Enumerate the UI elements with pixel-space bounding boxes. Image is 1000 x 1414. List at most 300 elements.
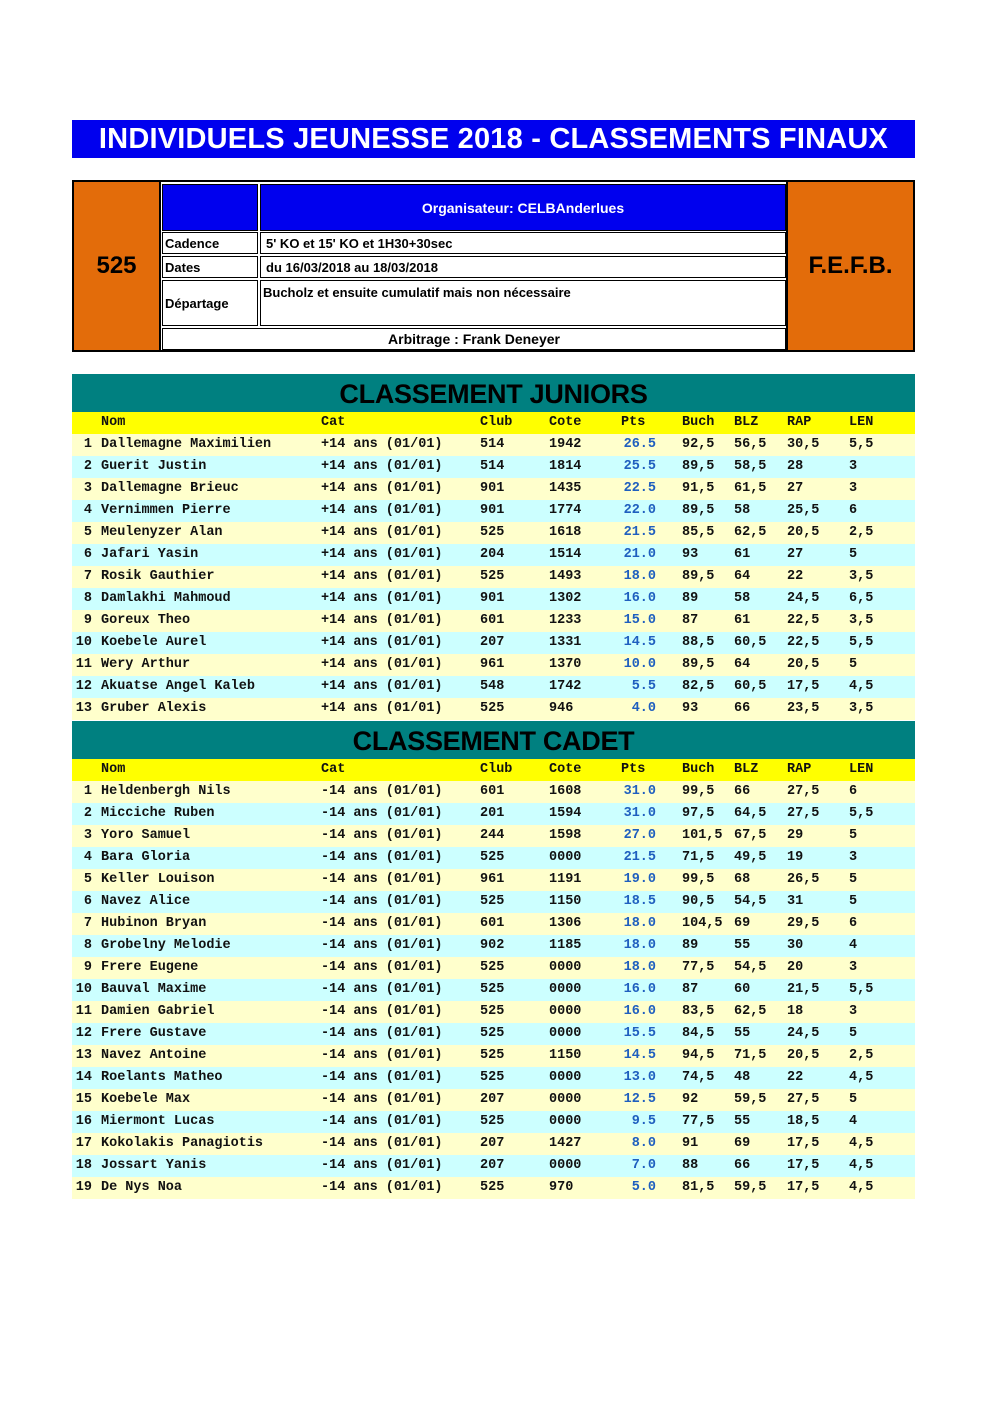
- federation: F.E.F.B.: [786, 182, 913, 350]
- rating-cell: 1427: [549, 1136, 582, 1151]
- blz-cell: 64,5: [734, 806, 767, 821]
- club-cell: 901: [480, 503, 505, 518]
- rating-cell: 970: [549, 1180, 574, 1195]
- buchholz-cell: 89,5: [682, 503, 715, 518]
- buchholz-cell: 93: [682, 701, 699, 716]
- rap-cell: 19: [787, 850, 804, 865]
- rank-cell: 4: [83, 503, 92, 518]
- buchholz-cell: 101,5: [682, 828, 723, 843]
- buchholz-cell: 92,5: [682, 437, 715, 452]
- name-cell: Dallemagne Maximilien: [101, 437, 272, 452]
- len-cell: 5: [849, 828, 858, 843]
- rating-cell: 1618: [549, 525, 582, 540]
- table-row: [72, 434, 915, 456]
- points-cell: 18.0: [623, 960, 656, 975]
- len-cell: 3,5: [849, 613, 874, 628]
- page-title: INDIVIDUELS JEUNESSE 2018 - CLASSEMENTS FINAUX: [72, 120, 915, 158]
- table-row: [72, 957, 915, 979]
- table-row: [72, 935, 915, 957]
- col-pts: Pts: [621, 762, 646, 777]
- rank-cell: 2: [83, 806, 92, 821]
- len-cell: 3: [849, 459, 858, 474]
- category-cell: -14 ans (01/01): [321, 1070, 443, 1085]
- rating-cell: 0000: [549, 982, 582, 997]
- name-cell: Kokolakis Panagiotis: [101, 1136, 264, 1151]
- rap-cell: 17,5: [787, 1180, 820, 1195]
- blz-cell: 55: [734, 1026, 751, 1041]
- len-cell: 5: [849, 1092, 858, 1107]
- name-cell: Bauval Maxime: [101, 982, 207, 997]
- buchholz-cell: 89,5: [682, 569, 715, 584]
- rank-cell: 6: [83, 547, 92, 562]
- col-nom: Nom: [101, 415, 126, 430]
- club-cell: 525: [480, 982, 505, 997]
- category-cell: +14 ans (01/01): [321, 547, 443, 562]
- name-cell: Rosik Gauthier: [101, 569, 215, 584]
- blz-cell: 55: [734, 938, 751, 953]
- cadet-section: [72, 721, 915, 1199]
- club-cell: 601: [480, 784, 505, 799]
- club-cell: 514: [480, 437, 505, 452]
- club-cell: 514: [480, 459, 505, 474]
- rank-cell: 9: [83, 613, 92, 628]
- rank-cell: 3: [83, 828, 92, 843]
- table-row: [72, 979, 915, 1001]
- col-nom: Nom: [101, 762, 126, 777]
- rank-cell: 3: [83, 481, 92, 496]
- club-cell: 961: [480, 657, 505, 672]
- points-cell: 18.0: [623, 916, 656, 931]
- club-cell: 525: [480, 1048, 505, 1063]
- points-cell: 22.5: [623, 481, 656, 496]
- rating-cell: 0000: [549, 1026, 582, 1041]
- table-row: [72, 1177, 915, 1199]
- blz-cell: 62,5: [734, 1004, 767, 1019]
- points-cell: 18.0: [623, 569, 656, 584]
- len-cell: 4: [849, 938, 858, 953]
- blz-cell: 60,5: [734, 635, 767, 650]
- len-cell: 4: [849, 1114, 858, 1129]
- points-cell: 5.0: [631, 1180, 656, 1195]
- table-row: [72, 588, 915, 610]
- rank-cell: 5: [83, 872, 92, 887]
- len-cell: 4,5: [849, 1136, 874, 1151]
- category-cell: -14 ans (01/01): [321, 894, 443, 909]
- len-cell: 5: [849, 1026, 858, 1041]
- rap-cell: 26,5: [787, 872, 820, 887]
- buchholz-cell: 104,5: [682, 916, 723, 931]
- rating-cell: 0000: [549, 1004, 582, 1019]
- name-cell: Frere Eugene: [101, 960, 199, 975]
- name-cell: Grobelny Melodie: [101, 938, 231, 953]
- name-cell: Jafari Yasin: [101, 547, 199, 562]
- table-row: [72, 654, 915, 676]
- rap-cell: 22,5: [787, 613, 820, 628]
- table-row: [72, 781, 915, 803]
- points-cell: 14.5: [623, 635, 656, 650]
- buchholz-cell: 77,5: [682, 960, 715, 975]
- table-row: [72, 1001, 915, 1023]
- rap-cell: 20,5: [787, 525, 820, 540]
- tournament-info: [72, 180, 915, 352]
- rating-cell: 1370: [549, 657, 582, 672]
- len-cell: 6,5: [849, 591, 874, 606]
- table-row: [72, 1111, 915, 1133]
- rating-cell: 0000: [549, 1114, 582, 1129]
- category-cell: -14 ans (01/01): [321, 784, 443, 799]
- rap-cell: 27: [787, 481, 804, 496]
- rap-cell: 27,5: [787, 1092, 820, 1107]
- len-cell: 2,5: [849, 525, 874, 540]
- category-cell: -14 ans (01/01): [321, 828, 443, 843]
- rank-cell: 2: [83, 459, 92, 474]
- club-cell: 525: [480, 1004, 505, 1019]
- rank-cell: 16: [75, 1114, 92, 1129]
- rating-cell: 1594: [549, 806, 582, 821]
- club-cell: 207: [480, 1092, 505, 1107]
- points-cell: 25.5: [623, 459, 656, 474]
- buchholz-cell: 74,5: [682, 1070, 715, 1085]
- rank-cell: 8: [83, 938, 92, 953]
- rap-cell: 20,5: [787, 1048, 820, 1063]
- departage-value: Bucholz et ensuite cumulatif mais non nécessaire: [260, 280, 786, 326]
- buchholz-cell: 97,5: [682, 806, 715, 821]
- points-cell: 4.0: [631, 701, 656, 716]
- rap-cell: 18,5: [787, 1114, 820, 1129]
- len-cell: 5: [849, 872, 858, 887]
- category-cell: +14 ans (01/01): [321, 481, 443, 496]
- rap-cell: 21,5: [787, 982, 820, 997]
- blz-cell: 58,5: [734, 459, 767, 474]
- table-row: [72, 500, 915, 522]
- table-row: [72, 610, 915, 632]
- buchholz-cell: 99,5: [682, 872, 715, 887]
- len-cell: 2,5: [849, 1048, 874, 1063]
- category-cell: +14 ans (01/01): [321, 591, 443, 606]
- rating-cell: 1942: [549, 437, 582, 452]
- points-cell: 21.5: [623, 850, 656, 865]
- len-cell: 4,5: [849, 1180, 874, 1195]
- cadet-title: CLASSEMENT CADET: [72, 721, 915, 759]
- points-cell: 19.0: [623, 872, 656, 887]
- len-cell: 5: [849, 894, 858, 909]
- name-cell: Jossart Yanis: [101, 1158, 207, 1173]
- info-header-spacer: [162, 184, 258, 231]
- arbitrage: Arbitrage : Frank Deneyer: [162, 328, 786, 350]
- rank-cell: 8: [83, 591, 92, 606]
- rank-cell: 12: [75, 679, 92, 694]
- rap-cell: 24,5: [787, 591, 820, 606]
- rank-cell: 11: [75, 1004, 92, 1019]
- blz-cell: 64: [734, 657, 751, 672]
- rap-cell: 30: [787, 938, 804, 953]
- name-cell: Micciche Ruben: [101, 806, 215, 821]
- points-cell: 27.0: [623, 828, 656, 843]
- buchholz-cell: 94,5: [682, 1048, 715, 1063]
- rank-cell: 7: [83, 916, 92, 931]
- len-cell: 4,5: [849, 1158, 874, 1173]
- rap-cell: 29: [787, 828, 804, 843]
- col-buch: Buch: [682, 415, 715, 430]
- rating-cell: 1774: [549, 503, 582, 518]
- buchholz-cell: 85,5: [682, 525, 715, 540]
- table-row: [72, 913, 915, 935]
- rap-cell: 24,5: [787, 1026, 820, 1041]
- buchholz-cell: 89,5: [682, 459, 715, 474]
- name-cell: Navez Alice: [101, 894, 191, 909]
- departage-label: Départage: [162, 280, 258, 326]
- juniors-section: [72, 374, 915, 720]
- table-row: [72, 522, 915, 544]
- club-cell: 901: [480, 481, 505, 496]
- len-cell: 3: [849, 850, 858, 865]
- rating-cell: 1742: [549, 679, 582, 694]
- rating-cell: 1598: [549, 828, 582, 843]
- blz-cell: 54,5: [734, 960, 767, 975]
- category-cell: -14 ans (01/01): [321, 872, 443, 887]
- buchholz-cell: 91,5: [682, 481, 715, 496]
- table-row: [72, 869, 915, 891]
- rap-cell: 20,5: [787, 657, 820, 672]
- category-cell: -14 ans (01/01): [321, 1026, 443, 1041]
- table-row: [72, 456, 915, 478]
- blz-cell: 59,5: [734, 1180, 767, 1195]
- club-cell: 525: [480, 960, 505, 975]
- club-cell: 525: [480, 1180, 505, 1195]
- club-cell: 525: [480, 1070, 505, 1085]
- table-row: [72, 825, 915, 847]
- category-cell: -14 ans (01/01): [321, 960, 443, 975]
- rap-cell: 27,5: [787, 806, 820, 821]
- points-cell: 7.0: [631, 1158, 656, 1173]
- rank-cell: 1: [83, 784, 92, 799]
- blz-cell: 48: [734, 1070, 751, 1085]
- cadet-table-header: [72, 759, 915, 781]
- name-cell: De Nys Noa: [101, 1180, 183, 1195]
- name-cell: Heldenbergh Nils: [101, 784, 231, 799]
- name-cell: Bara Gloria: [101, 850, 191, 865]
- rating-cell: 0000: [549, 1092, 582, 1107]
- points-cell: 21.0: [623, 547, 656, 562]
- table-row: [72, 891, 915, 913]
- rank-cell: 13: [75, 701, 92, 716]
- points-cell: 10.0: [623, 657, 656, 672]
- col-pts: Pts: [621, 415, 646, 430]
- buchholz-cell: 90,5: [682, 894, 715, 909]
- blz-cell: 58: [734, 503, 751, 518]
- name-cell: Meulenyzer Alan: [101, 525, 223, 540]
- category-cell: -14 ans (01/01): [321, 1136, 443, 1151]
- rap-cell: 30,5: [787, 437, 820, 452]
- blz-cell: 66: [734, 784, 751, 799]
- category-cell: -14 ans (01/01): [321, 938, 443, 953]
- rating-cell: 1493: [549, 569, 582, 584]
- club-cell: 207: [480, 1158, 505, 1173]
- name-cell: Yoro Samuel: [101, 828, 191, 843]
- points-cell: 31.0: [623, 806, 656, 821]
- buchholz-cell: 88,5: [682, 635, 715, 650]
- juniors-table-body: [72, 434, 915, 720]
- name-cell: Akuatse Angel Kaleb: [101, 679, 255, 694]
- rap-cell: 27: [787, 547, 804, 562]
- buchholz-cell: 87: [682, 982, 699, 997]
- len-cell: 5,5: [849, 982, 874, 997]
- club-cell: 902: [480, 938, 505, 953]
- blz-cell: 71,5: [734, 1048, 767, 1063]
- blz-cell: 62,5: [734, 525, 767, 540]
- col-len: LEN: [849, 762, 874, 777]
- rating-cell: 0000: [549, 1158, 582, 1173]
- category-cell: +14 ans (01/01): [321, 657, 443, 672]
- blz-cell: 66: [734, 701, 751, 716]
- rating-cell: 1331: [549, 635, 582, 650]
- category-cell: +14 ans (01/01): [321, 569, 443, 584]
- buchholz-cell: 89: [682, 591, 699, 606]
- table-row: [72, 1155, 915, 1177]
- category-cell: +14 ans (01/01): [321, 503, 443, 518]
- tournament-number: 525: [74, 182, 161, 350]
- rating-cell: 0000: [549, 960, 582, 975]
- points-cell: 21.5: [623, 525, 656, 540]
- table-row: [72, 566, 915, 588]
- col-club: Club: [480, 762, 513, 777]
- rap-cell: 17,5: [787, 1158, 820, 1173]
- len-cell: 3,5: [849, 701, 874, 716]
- rating-cell: 1150: [549, 1048, 582, 1063]
- blz-cell: 68: [734, 872, 751, 887]
- table-row: [72, 803, 915, 825]
- rating-cell: 0000: [549, 1070, 582, 1085]
- club-cell: 525: [480, 894, 505, 909]
- name-cell: Koebele Max: [101, 1092, 191, 1107]
- rating-cell: 1514: [549, 547, 582, 562]
- name-cell: Damien Gabriel: [101, 1004, 215, 1019]
- rank-cell: 7: [83, 569, 92, 584]
- len-cell: 5: [849, 547, 858, 562]
- blz-cell: 61: [734, 613, 751, 628]
- blz-cell: 49,5: [734, 850, 767, 865]
- name-cell: Guerit Justin: [101, 459, 207, 474]
- club-cell: 525: [480, 850, 505, 865]
- name-cell: Miermont Lucas: [101, 1114, 215, 1129]
- blz-cell: 54,5: [734, 894, 767, 909]
- blz-cell: 61: [734, 547, 751, 562]
- col-rap: RAP: [787, 415, 812, 430]
- buchholz-cell: 87: [682, 613, 699, 628]
- table-row: [72, 1133, 915, 1155]
- category-cell: +14 ans (01/01): [321, 679, 443, 694]
- buchholz-cell: 84,5: [682, 1026, 715, 1041]
- col-cat: Cat: [321, 762, 346, 777]
- buchholz-cell: 89,5: [682, 657, 715, 672]
- category-cell: +14 ans (01/01): [321, 635, 443, 650]
- table-row: [72, 544, 915, 566]
- category-cell: -14 ans (01/01): [321, 1180, 443, 1195]
- name-cell: Keller Louison: [101, 872, 215, 887]
- club-cell: 207: [480, 1136, 505, 1151]
- rating-cell: 946: [549, 701, 574, 716]
- juniors-title: CLASSEMENT JUNIORS: [72, 374, 915, 412]
- points-cell: 8.0: [631, 1136, 656, 1151]
- club-cell: 525: [480, 1114, 505, 1129]
- buchholz-cell: 93: [682, 547, 699, 562]
- col-club: Club: [480, 415, 513, 430]
- cadence-label: Cadence: [162, 232, 258, 254]
- points-cell: 9.5: [631, 1114, 656, 1129]
- points-cell: 16.0: [623, 982, 656, 997]
- club-cell: 901: [480, 591, 505, 606]
- len-cell: 6: [849, 916, 858, 931]
- name-cell: Frere Gustave: [101, 1026, 207, 1041]
- points-cell: 14.5: [623, 1048, 656, 1063]
- club-cell: 244: [480, 828, 505, 843]
- juniors-table-header: [72, 412, 915, 434]
- blz-cell: 61,5: [734, 481, 767, 496]
- points-cell: 15.5: [623, 1026, 656, 1041]
- table-row: [72, 632, 915, 654]
- blz-cell: 69: [734, 1136, 751, 1151]
- len-cell: 5: [849, 657, 858, 672]
- table-row: [72, 1089, 915, 1111]
- points-cell: 12.5: [623, 1092, 656, 1107]
- rap-cell: 22: [787, 569, 804, 584]
- col-cat: Cat: [321, 415, 346, 430]
- col-rap: RAP: [787, 762, 812, 777]
- rank-cell: 10: [75, 982, 92, 997]
- col-blz: BLZ: [734, 762, 759, 777]
- len-cell: 3: [849, 1004, 858, 1019]
- buchholz-cell: 89: [682, 938, 699, 953]
- rating-cell: 1608: [549, 784, 582, 799]
- rating-cell: 1435: [549, 481, 582, 496]
- club-cell: 548: [480, 679, 505, 694]
- points-cell: 16.0: [623, 1004, 656, 1019]
- name-cell: Roelants Matheo: [101, 1070, 223, 1085]
- rap-cell: 20: [787, 960, 804, 975]
- name-cell: Wery Arthur: [101, 657, 191, 672]
- rap-cell: 31: [787, 894, 804, 909]
- club-cell: 525: [480, 569, 505, 584]
- points-cell: 13.0: [623, 1070, 656, 1085]
- blz-cell: 69: [734, 916, 751, 931]
- buchholz-cell: 81,5: [682, 1180, 715, 1195]
- category-cell: +14 ans (01/01): [321, 701, 443, 716]
- rap-cell: 17,5: [787, 679, 820, 694]
- category-cell: -14 ans (01/01): [321, 1092, 443, 1107]
- table-row: [72, 1045, 915, 1067]
- buchholz-cell: 71,5: [682, 850, 715, 865]
- rating-cell: 0000: [549, 850, 582, 865]
- table-row: [72, 1067, 915, 1089]
- points-cell: 16.0: [623, 591, 656, 606]
- category-cell: -14 ans (01/01): [321, 1158, 443, 1173]
- rank-cell: 19: [75, 1180, 92, 1195]
- rap-cell: 25,5: [787, 503, 820, 518]
- club-cell: 601: [480, 613, 505, 628]
- points-cell: 31.0: [623, 784, 656, 799]
- rating-cell: 1191: [549, 872, 582, 887]
- name-cell: Koebele Aurel: [101, 635, 207, 650]
- rank-cell: 12: [75, 1026, 92, 1041]
- category-cell: -14 ans (01/01): [321, 1048, 443, 1063]
- rank-cell: 9: [83, 960, 92, 975]
- table-row: [72, 676, 915, 698]
- rank-cell: 13: [75, 1048, 92, 1063]
- rating-cell: 1302: [549, 591, 582, 606]
- blz-cell: 64: [734, 569, 751, 584]
- buchholz-cell: 92: [682, 1092, 699, 1107]
- club-cell: 204: [480, 547, 505, 562]
